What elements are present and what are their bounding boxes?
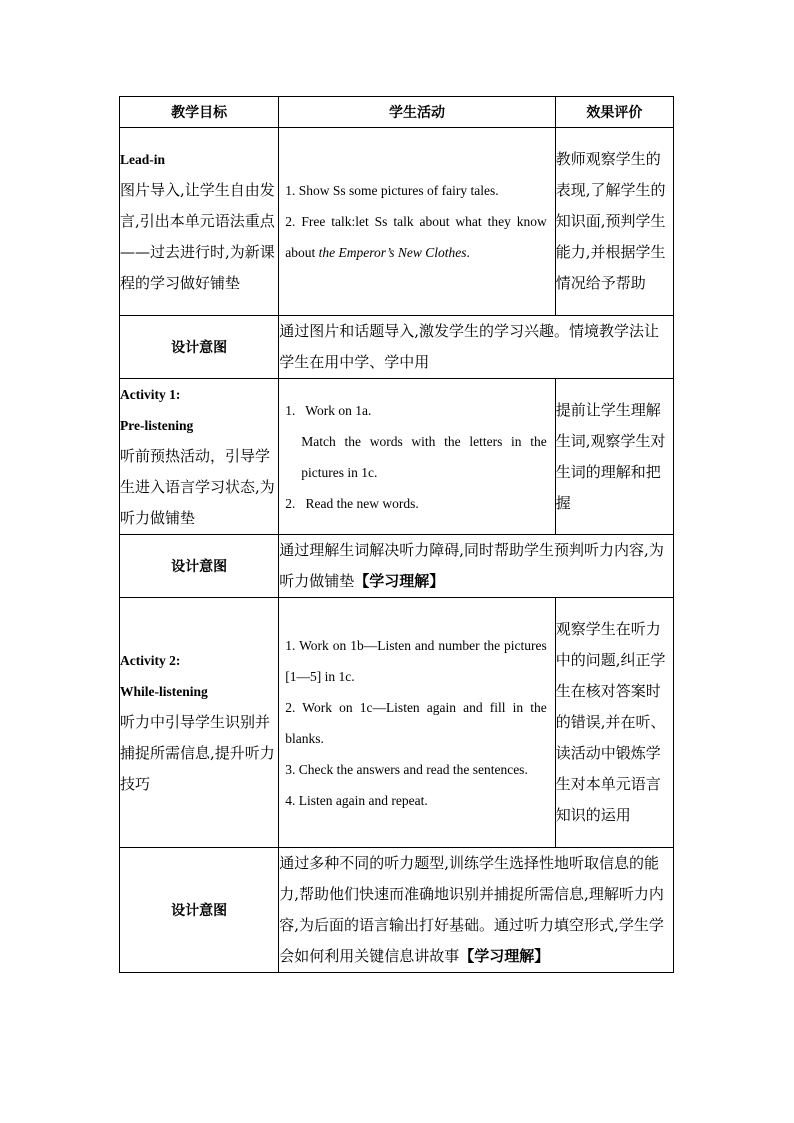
intent-label: 设计意图 <box>120 848 279 973</box>
intent-text: 通过理解生词解决听力障碍,同时帮助学生预判听力内容,为听力做铺垫【学习理解】 <box>279 535 674 598</box>
goal-title: Lead-in <box>120 152 166 167</box>
intent-row <box>120 316 674 379</box>
list-item: 2. Work on 1c—Listen again and fill in the blanks. <box>285 699 547 746</box>
table-header-row <box>120 97 674 128</box>
header-evaluation: 效果评价 <box>555 97 673 128</box>
header-goal: 教学目标 <box>120 97 279 128</box>
goal-subtitle: While-listening <box>120 684 208 699</box>
evaluation-cell: 观察学生在听力中的问题,纠正学生在核对答案时的错误,并在听、读活动中锻炼学生对本单元语言知识的运用 <box>555 598 673 848</box>
table-row <box>120 598 674 848</box>
goal-title: Activity 2: <box>120 653 181 668</box>
goal-cell <box>120 598 279 848</box>
activity-cell <box>279 598 555 848</box>
list-item: 2. Read the new words. <box>285 495 419 511</box>
intent-label: 设计意图 <box>120 535 279 598</box>
goal-subtitle: Pre-listening <box>120 418 194 433</box>
list-item: 4. Listen again and repeat. <box>285 792 428 808</box>
table-row <box>120 128 674 316</box>
goal-cell <box>120 128 279 316</box>
list-item: 2. Free talk:let Ss talk about what they know about the Emperor’s New Clothes. <box>285 214 547 260</box>
evaluation-cell: 教师观察学生的表现,了解学生的知识面,预判学生能力,并根据学生情况给予帮助 <box>555 128 673 316</box>
intent-text: 通过图片和话题导入,激发学生的学习兴趣。情境教学法让学生在用中学、学中用 <box>279 316 674 379</box>
list-item: 1. Show Ss some pictures of fairy tales. <box>285 183 499 198</box>
lesson-plan-table <box>119 96 674 973</box>
list-item: 1. Work on 1a. Match the words with the letters in the pictures in 1c. <box>285 402 547 480</box>
intent-tag: 【学习理解】 <box>354 572 445 590</box>
activity-cell <box>279 379 555 535</box>
activity-cell <box>279 128 555 316</box>
evaluation-cell: 提前让学生理解生词,观察学生对生词的理解和把握 <box>555 379 673 535</box>
story-title: the Emperor’s New Clothes <box>318 245 467 260</box>
goal-title: Activity 1: <box>120 387 181 402</box>
list-item: 3. Check the answers and read the sentences. <box>285 761 528 777</box>
intent-row <box>120 535 674 598</box>
activity-list <box>279 395 554 519</box>
goal-text: 图片导入,让学生自由发言,引出本单元语法重点——过去进行时,为新课程的学习做好铺垫 <box>120 181 275 292</box>
intent-text: 通过多种不同的听力题型,训练学生选择性地听取信息的能力,帮助他们快速而准确地识别并捕捉所需信息,理解听力内容,为后面的语言输出打好基础。通过听力填空形式,学生学会如何利用关键信息讲故事【学习理解】 <box>279 848 674 973</box>
goal-cell <box>120 379 279 535</box>
intent-row <box>120 848 674 973</box>
intent-label: 设计意图 <box>120 316 279 379</box>
goal-text: 听前预热活动，引导学生进入语言学习状态,为听力做铺垫 <box>120 447 275 527</box>
header-activity: 学生活动 <box>279 97 555 128</box>
table-row <box>120 379 674 535</box>
activity-list <box>279 630 554 816</box>
list-item: 1. Work on 1b—Listen and number the pictures [1—5] in 1c. <box>285 637 547 684</box>
intent-tag: 【学习理解】 <box>459 947 550 965</box>
goal-text: 听力中引导学生识别并捕捉所需信息,提升听力技巧 <box>120 713 275 793</box>
activity-list <box>279 175 554 268</box>
